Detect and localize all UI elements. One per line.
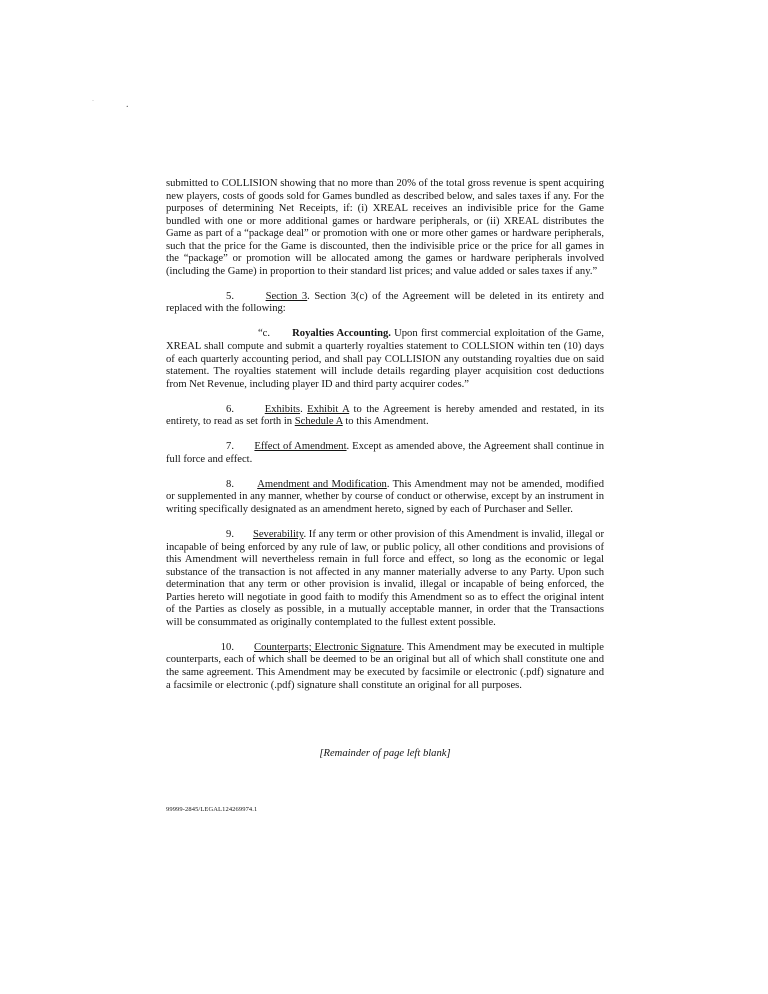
section-number: 10. xyxy=(220,641,234,653)
section-heading: Section 3 xyxy=(265,290,308,302)
section-5-paragraph xyxy=(166,291,604,316)
exhibit-reference: Exhibit A xyxy=(307,403,350,415)
section-number: 8. xyxy=(226,478,234,490)
section-text: . This Amendment may be executed in multiple counterparts, each of which shall be deemed to be an original but all of which shall constitute one and the same agreement. This Amendment may be executed by facsimile or electronic (.pdf) signature and a facsimile or electronic (.pdf) signature shall constitute an original for all purposes. xyxy=(166,641,605,691)
section-text: . Except as amended above, the Agreement shall continue in full force and effect. xyxy=(166,441,604,465)
section-heading: Severability xyxy=(252,529,304,541)
subsection-heading: Royalties Accounting. xyxy=(292,328,391,340)
scan-artifact-mark: . xyxy=(126,99,129,110)
section-heading: Effect of Amendment xyxy=(254,441,347,453)
section-8-paragraph xyxy=(166,479,604,517)
paragraph-continuation: submitted to COLLISION showing that no more than 20% of the total gross revenue is spent acquiring new players, costs of goods sold for Games bundled as described below, and sales taxes if any. For the purposes of determining Net Receipts, if: (i) XREAL receives an indivisible price for the Game bundled with one or more additional games or hardware peripherals, or (ii) XREAL distributes the Game as part of a “package deal” or promotion with one or more other games or hardware peripherals, such that the price for the Game is discounted, then the indivisible price or the price for all games in the “package” or promotion will be allocated among the games or hardware peripherals involved (including the Game) in proportion to their standard list prices; and value added or sales taxes if any.” xyxy=(166,178,604,277)
schedule-reference: Schedule A xyxy=(294,416,343,428)
document-body xyxy=(166,178,604,705)
section-heading: Exhibits xyxy=(264,403,301,415)
scan-artifact-mark: . xyxy=(92,94,94,103)
section-heading: Amendment and Modification xyxy=(257,478,387,490)
remainder-blank-note: [Remainder of page left blank] xyxy=(319,748,451,759)
section-3c-replacement-paragraph xyxy=(166,328,604,391)
section-text: to this Amendment. xyxy=(342,416,429,428)
section-number: 5. xyxy=(226,290,234,302)
document-footer-id: 99999-2845/LEGAL124269974.1 xyxy=(166,806,258,813)
section-number: 9. xyxy=(226,529,234,541)
section-heading: Counterparts; Electronic Signature xyxy=(254,641,402,653)
section-number: 7. xyxy=(226,441,234,453)
section-6-paragraph xyxy=(166,404,604,429)
section-9-paragraph xyxy=(166,529,604,629)
subsection-text: Upon first commercial exploitation of the Game, XREAL shall compute and submit a quarterly royalties statement to COLLSION within ten (10) days of each quarterly accounting period, and shall pay COLLISION any outstanding royalties due on said statement. The royalties statement will include details regarding player acquisition cost deductions from Net Revenue, including player ID and third party acquirer codes.” xyxy=(166,328,604,390)
section-text: . Section 3(c) of the Agreement will be deleted in its entirety and replaced with the following: xyxy=(166,290,604,315)
section-number: 6. xyxy=(226,403,234,415)
subsection-prefix: “c. xyxy=(257,328,270,340)
section-10-paragraph xyxy=(166,642,604,692)
section-text: . xyxy=(300,403,308,415)
section-text: . If any term or other provision of this Amendment is invalid, illegal or incapable of being enforced by any rule of law, or public policy, all other conditions and provisions of this Amendment will nevertheless remain in full force and effect, so long as the economic or legal substance of the transaction is not affected in any manner materially adverse to any Party. Upon such determination that any term or other provision is invalid, illegal or incapable of being enforced, the Parties hereto will negotiate in good faith to modify this Amendment so as to effect the original intent of the Parties as closely as possible, in a mutually acceptable manner, in order that the Transactions will be consummated as originally contemplated to the fullest extent possible. xyxy=(166,529,604,628)
section-7-paragraph xyxy=(166,441,604,466)
section-text: to the Agreement is hereby amended and restated, in its entirety, to read as set forth in xyxy=(166,403,604,428)
section-text: . This Amendment may not be amended, modified or supplemented in any manner, whether by course of conduct or otherwise, except by an instrument in writing specifically designated as an amendment hereto, signed by each of Purchaser and Seller. xyxy=(166,478,604,515)
